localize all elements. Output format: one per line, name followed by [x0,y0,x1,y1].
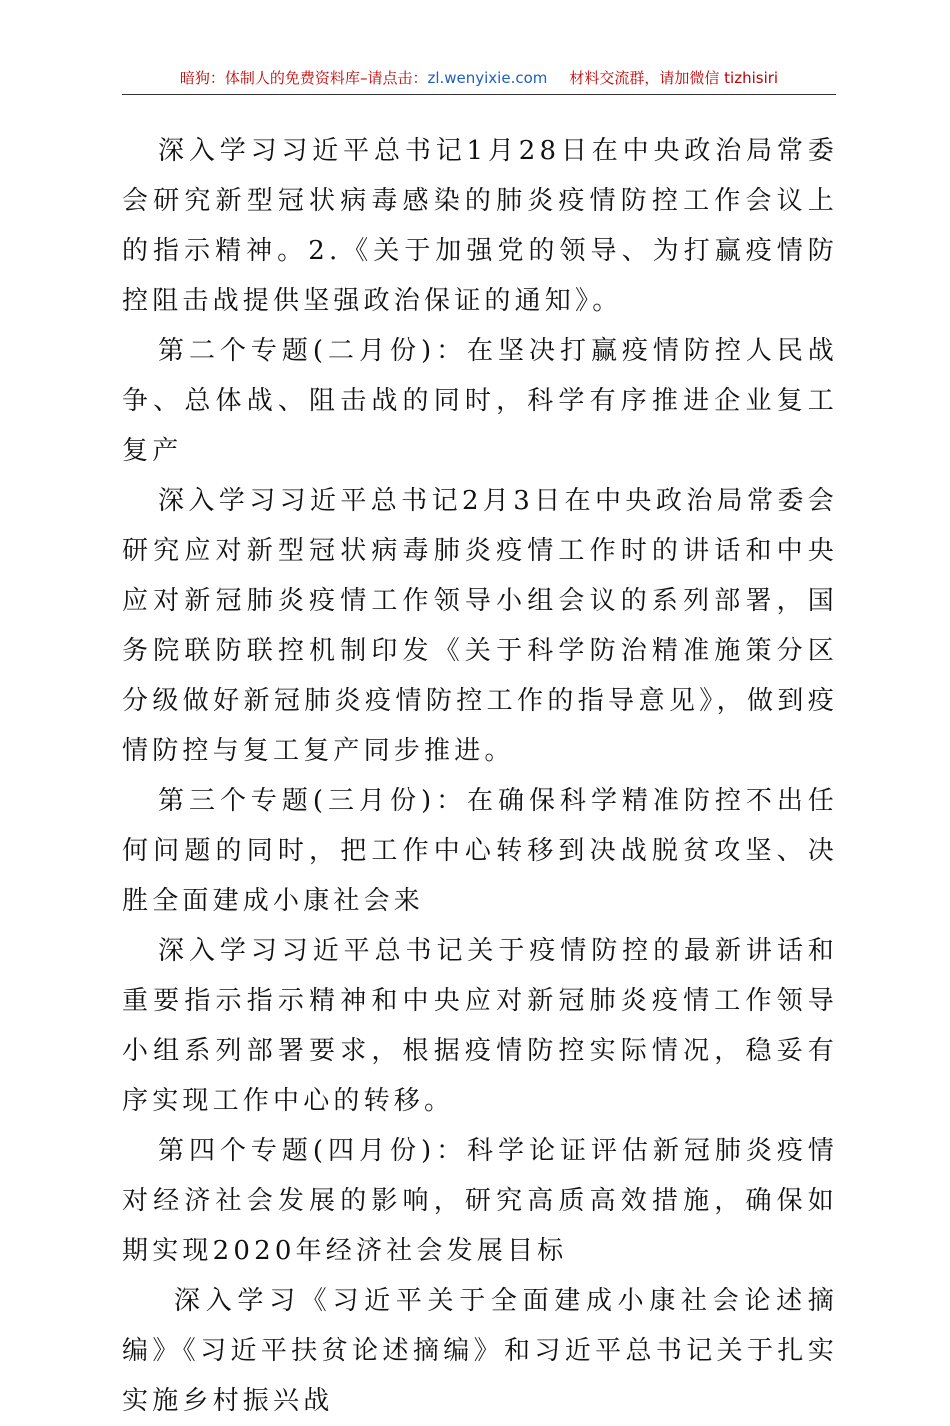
document-body [122,126,838,1426]
paragraph-study-latest-speech: 深入学习习近平总书记关于疫情防控的最新讲话和重要指示指示精神和中央应对新冠肺炎疫情工作领导小组系列部署要求，根据疫情防控实际情况，稳妥有序实现工作中心的转移。 [122,936,838,1116]
paragraph-topic-two-heading: 第二个专题(二月份)：在坚决打赢疫情防控人民战争、总体战、阻击战的同时，科学有序推进企业复工复产 [122,336,838,466]
header-contact: 材料交流群，请加微信 tizhisiri [569,69,779,87]
header-click-prompt: –请点击： [359,69,428,87]
paragraph-topic-four-heading: 第四个专题(四月份)：科学论证评估新冠肺炎疫情对经济社会发展的影响，研究高质高效措施，确保如期实现2020年经济社会发展目标 [122,1136,838,1266]
header-brand: 暗狗：体制人的免费资料库 [179,69,360,87]
paragraph-study-xiaokang: 深入学习《习近平关于全面建成小康社会论述摘编》《习近平扶贫论述摘编》和习近平总书记关于扎实实施乡村振兴战 [122,1286,838,1416]
paragraph-study-feb3: 深入学习习近平总书记2月3日在中央政治局常委会研究应对新型冠状病毒肺炎疫情工作时的讲话和中央应对新冠肺炎疫情工作领导小组会议的系列部署，国务院联防联控机制印发《关于科学防治精准施策分区分级做好新冠肺炎疫情防控工作的指导意见》，做到疫情防控与复工复产同步推进。 [122,486,838,766]
paragraph-topic-three-heading: 第三个专题(三月份)：在确保科学精准防控不出任何问题的同时，把工作中心转移到决战脱贫攻坚、决胜全面建成小康社会来 [122,786,838,916]
page-header [122,68,836,95]
paragraph-study-jan28: 深入学习习近平总书记1月28日在中央政治局常委会研究新型冠状病毒感染的肺炎疫情防控工作会议上的指示精神。2.《关于加强党的领导、为打赢疫情防控阻击战提供坚强政治保证的通知》。 [122,136,838,316]
header-url-link[interactable]: zl.wenyixie.com [427,69,548,87]
